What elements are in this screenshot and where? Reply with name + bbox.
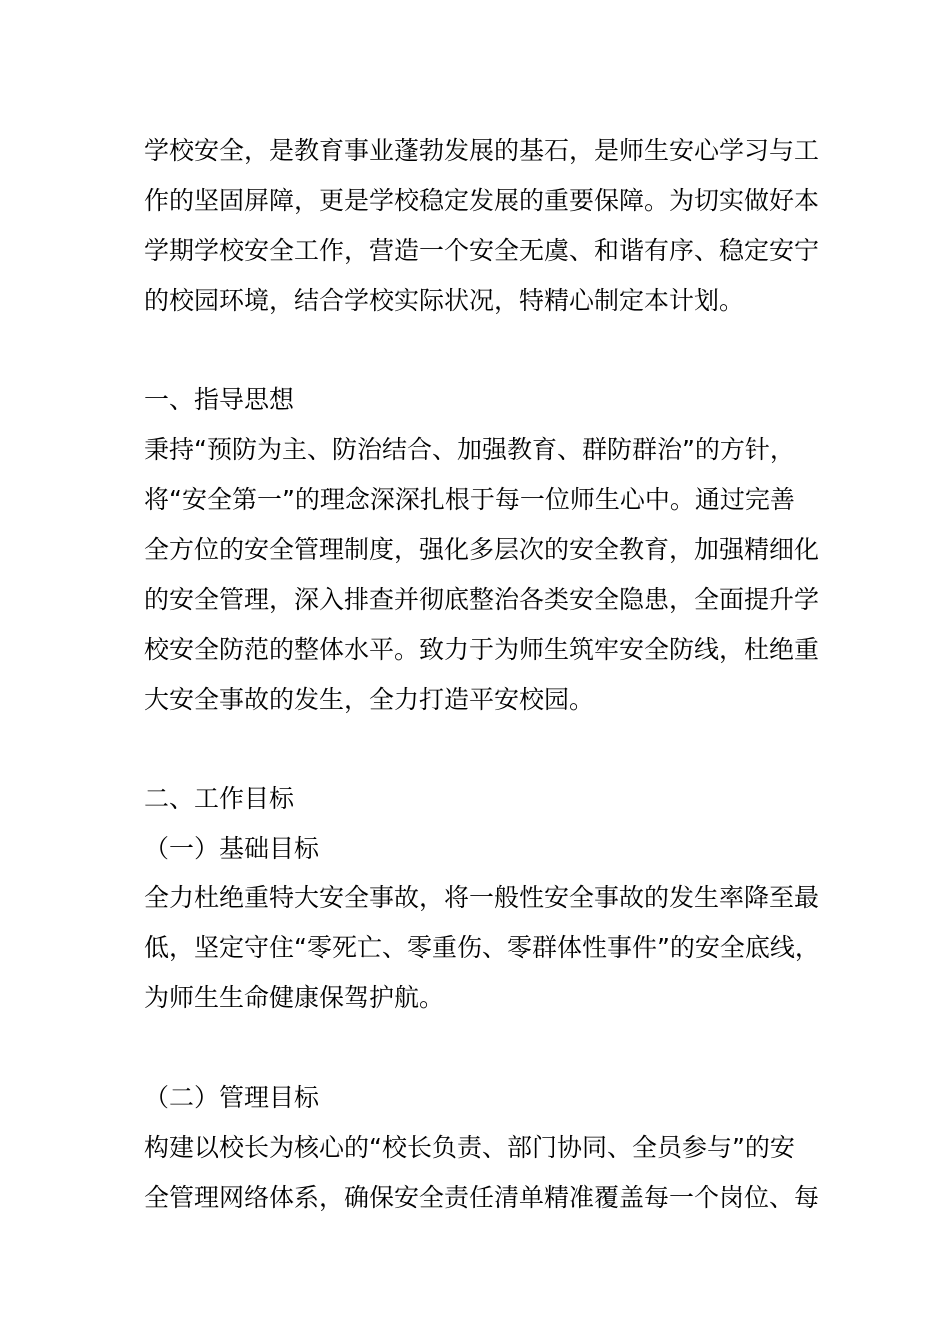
section2-sub2-line-2: 全管理网络体系，确保安全责任清单精准覆盖每一个岗位、每 <box>144 1183 820 1212</box>
section1-line-6: 大安全事故的发生，全力打造平安校园。 <box>144 685 595 714</box>
intro-line-1: 学校安全，是教育事业蓬勃发展的基石，是师生安心学习与工 <box>144 136 820 165</box>
intro-line-2: 作的坚固屏障，更是学校稳定发展的重要保障。为切实做好本 <box>144 186 820 215</box>
section1-line-2: 将“安全第一”的理念深深扎根于每一位师生心中。通过完善 <box>144 485 795 514</box>
section1-line-3: 全方位的安全管理制度，强化多层次的安全教育，加强精细化 <box>144 535 820 564</box>
section1-line-5: 校安全防范的整体水平。致力于为师生筑牢安全防线，杜绝重 <box>144 635 820 664</box>
section1-line-1: 秉持“预防为主、防治结合、加强教育、群防群治”的方针， <box>144 435 795 464</box>
section1-line-4: 的安全管理，深入排查并彻底整治各类安全隐患，全面提升学 <box>144 585 820 614</box>
section2-heading: 二、工作目标 <box>144 784 295 813</box>
intro-line-4: 的校园环境，结合学校实际状况，特精心制定本计划。 <box>144 286 745 315</box>
intro-line-3: 学期学校安全工作，营造一个安全无虞、和谐有序、稳定安宁 <box>144 236 820 265</box>
section1-heading: 一、指导思想 <box>144 385 295 414</box>
section2-sub1-heading: （一）基础目标 <box>144 834 320 863</box>
section2-sub1-line-3: 为师生生命健康保驾护航。 <box>144 983 445 1012</box>
section2-sub1-line-1: 全力杜绝重特大安全事故，将一般性安全事故的发生率降至最 <box>144 883 820 912</box>
section2-sub2-heading: （二）管理目标 <box>144 1083 320 1112</box>
section2-sub1-line-2: 低，坚定守住“零死亡、零重伤、零群体性事件”的安全底线， <box>144 933 820 962</box>
section2-sub2-line-1: 构建以校长为核心的“校长负责、部门协同、全员参与”的安 <box>144 1133 795 1162</box>
